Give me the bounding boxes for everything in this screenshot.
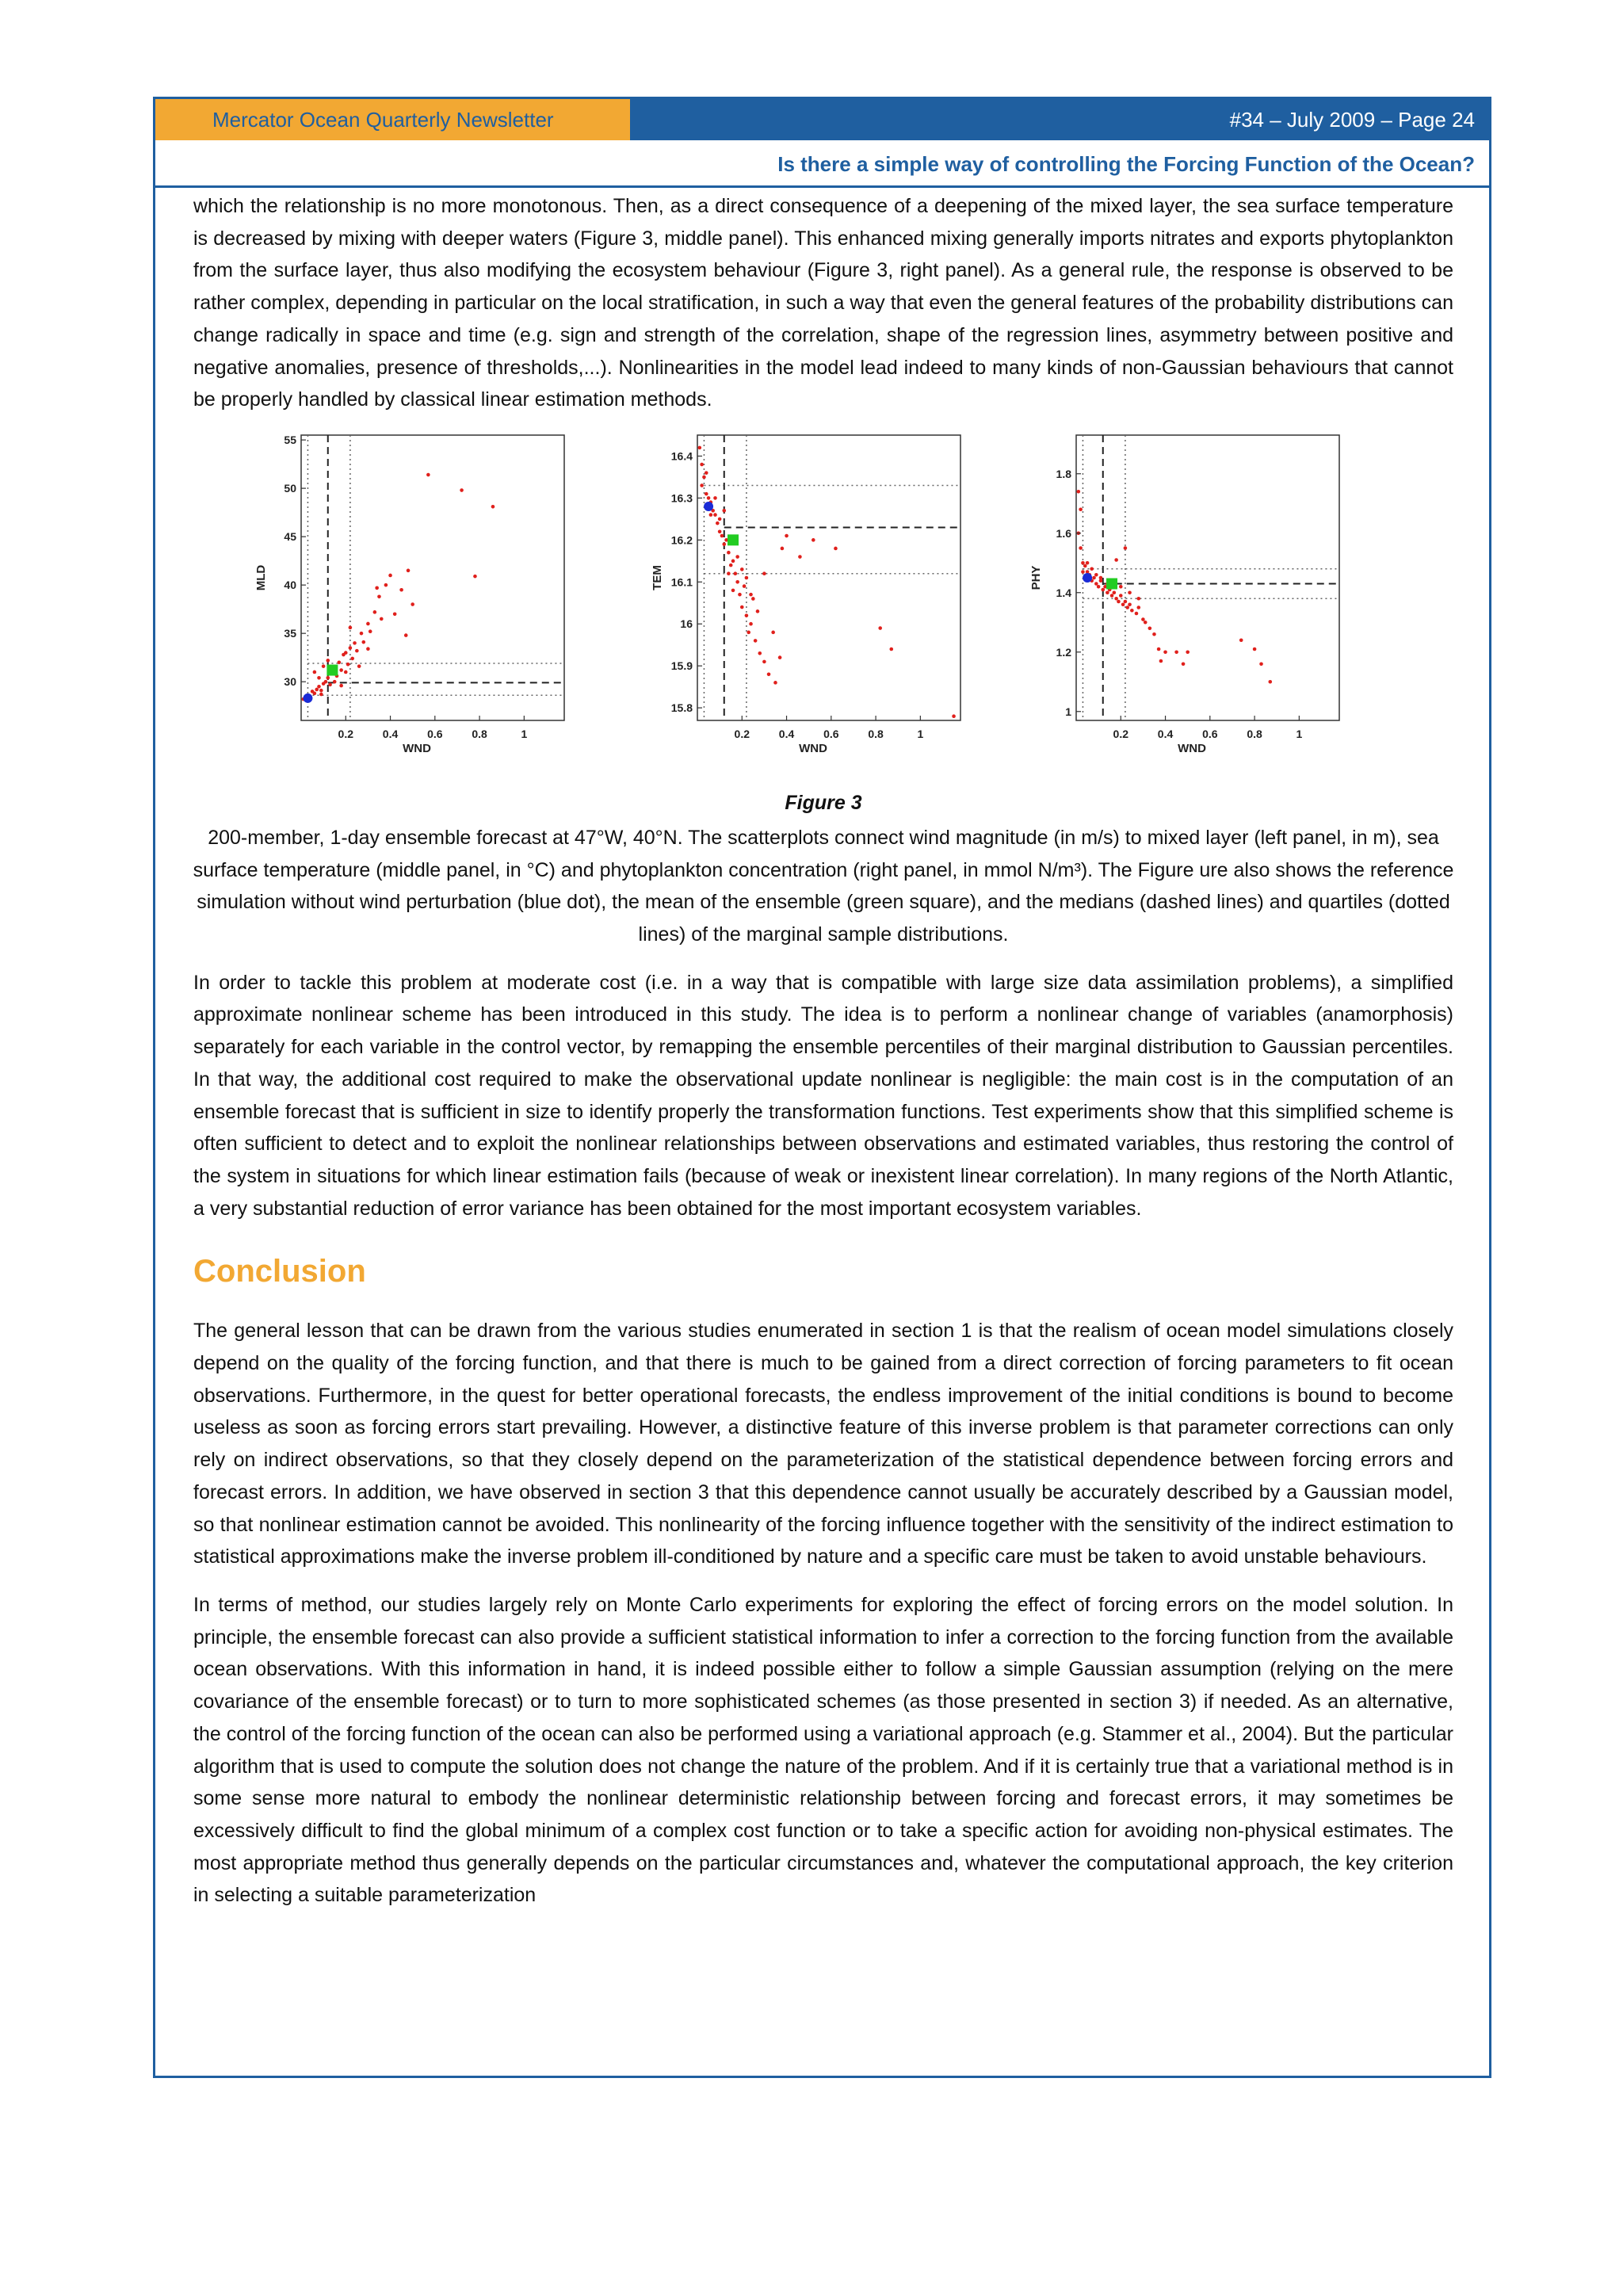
data-point-28 <box>1144 621 1148 625</box>
paragraph-3: The general lesson that can be drawn from the various studies enumerated in section 1 is that the realism of ocean model simulations closely depend on the quality of the forcing function, and that there is much to be gained from a direct correction of forcing parameters to fit ocean observations. Furthermore, in the quest for better operational forecasts, the endless improvement of the initial conditions is bound to become useless as soon as forcing errors start prevailing. However, a distinctive feature of this inverse problem is that parameter corrections can only rely on indirect observations, so that they closely depend on the parameterization of the statistical dependence between forcing errors and forecast errors. In addition, we have observed in section 3 that this dependence cannot usually be accurately described by a Gaussian model, so that nonlinear estimation cannot be avoided. This nonlinearity of the forcing influence together with the sensitivity of the indirect estimation to statistical approximations make the inverse problem ill-conditioned by nature and a specific care must be taken to avoid unstable behaviours. <box>193 1320 1453 1568</box>
data-point-36 <box>1186 650 1190 654</box>
x-tick-label-0: 0.2 <box>734 727 750 740</box>
data-point-39 <box>952 714 956 718</box>
data-point-40 <box>460 488 464 492</box>
data-point-42 <box>1079 507 1083 511</box>
data-point-29 <box>1148 626 1152 630</box>
newsletter-name: Mercator Ocean Quarterly Newsletter <box>155 99 630 140</box>
data-point-3 <box>1083 564 1087 568</box>
data-point-35 <box>399 588 403 592</box>
data-point-46 <box>727 571 731 575</box>
data-point-47 <box>1099 576 1103 580</box>
y-tick-label-0: 30 <box>284 675 296 689</box>
data-point-44 <box>718 529 722 533</box>
y-axis-label: MLD <box>254 564 268 591</box>
mean-square <box>1106 578 1117 589</box>
data-point-34 <box>798 555 802 559</box>
data-point-53 <box>349 625 353 629</box>
data-point-34 <box>393 612 397 616</box>
y-tick-label-5: 55 <box>284 434 296 447</box>
x-tick-label-1: 0.4 <box>778 727 795 740</box>
x-tick-label-2: 0.6 <box>1202 727 1218 740</box>
data-point-1 <box>1079 546 1083 550</box>
data-point-13 <box>1106 590 1109 594</box>
reference-dot <box>303 693 312 703</box>
data-point-41 <box>1077 490 1081 494</box>
data-point-32 <box>384 583 388 587</box>
x-tick-label-0: 0.2 <box>1113 727 1129 740</box>
data-point-10 <box>324 680 328 684</box>
data-point-51 <box>749 593 753 597</box>
data-point-31 <box>380 617 384 621</box>
data-point-9 <box>718 518 722 521</box>
data-point-50 <box>745 576 749 580</box>
data-point-36 <box>834 547 838 551</box>
data-point-33 <box>1163 650 1167 654</box>
data-point-43 <box>713 496 717 500</box>
data-point-45 <box>322 664 326 668</box>
data-point-53 <box>1114 558 1118 562</box>
data-point-7 <box>1092 576 1096 580</box>
data-point-51 <box>357 664 361 668</box>
data-point-50 <box>1128 590 1132 594</box>
paragraph-2: In order to tackle this problem at moderate cost (i.e. in a way that is compatible with large size data assimilation problems), a simplified approximate nonlinear scheme has been introduced in this study. The idea is to perform a nonlinear change of variables (anamorphosis) separately for each variable in the control vector, by remapping the ensemble percentiles of their marginal distribution to Gaussian percentiles. In that way, the additional cost required to make the observational update nonlinear is negligible: the main cost is in the computation of an ensemble forecast that is sufficient in size to identify properly the transformation functions. Test experiments show that this simplified scheme is often sufficient to detect and to exploit the nonlinear relationships between observations and estimated variables, thus restoring the control of the system in situations for which linear estimation fails (because of weak or inexistent linear correlation). In many regions of the North Atlantic, a very substantial reduction of error variance has been obtained for the most important ecosystem variables. <box>193 971 1453 1220</box>
data-point-24 <box>1130 609 1134 613</box>
data-point-44 <box>317 676 321 680</box>
x-axis-label: WND <box>403 741 431 755</box>
data-point-16 <box>734 571 738 575</box>
plot-area <box>697 435 960 720</box>
data-point-38 <box>411 602 414 606</box>
data-point-18 <box>738 593 742 597</box>
data-point-4 <box>707 496 711 500</box>
y-tick-label-0: 15.8 <box>670 701 693 715</box>
data-point-44 <box>1086 561 1090 565</box>
data-point-52 <box>756 609 760 613</box>
y-tick-label-3: 1.6 <box>1056 526 1071 540</box>
y-tick-label-2: 1.4 <box>1056 586 1071 599</box>
data-point-41 <box>705 492 708 496</box>
paragraph-4: In terms of method, our studies largely rely on Monte Carlo experiments for exploring the effect of forcing errors on the model solution. In principle, the ensemble forecast can also provide a sufficient statistical information to infer a correction to the forcing function from the available ocean observations. With this information in hand, it is indeed possible either to follow a simple Gaussian assumption (relying on the mere covariance of the ensemble forecast) or to turn to more sophisticated schemes (as those presented in section 3) if needed. As an alternative, the control of the forcing function of the ocean can also be performed using a variational approach (e.g. Stammer et al., 2004). But the particular algorithm that is used to compute the solution does not change the nature of the problem. And if it is certainly true that a variational method is in some sense more natural to embody the nonlinear deterministic relationship between forcing and forecast errors, it may sometimes be excessively difficult to find the global minimum of a complex cost function or to take a specific action for avoiding non-physical estimates. The most appropriate method thus generally depends on the particular circumstances and, whatever the computational approach, the key criterion in selecting a suitable parameterization <box>193 1593 1453 1907</box>
x-tick-label-3: 0.8 <box>868 727 884 740</box>
data-point-52 <box>366 647 370 651</box>
data-point-49 <box>339 684 343 688</box>
data-point-33 <box>388 574 392 578</box>
plot-area <box>1076 435 1339 720</box>
data-point-37 <box>878 626 882 630</box>
x-tick-label-4: 1 <box>1296 727 1303 740</box>
data-point-41 <box>473 575 477 579</box>
data-point-12 <box>328 682 332 686</box>
data-point-40 <box>700 483 704 487</box>
y-tick-label-0: 1 <box>1065 705 1071 718</box>
data-point-31 <box>1157 648 1161 651</box>
y-tick-label-5: 16.3 <box>670 491 693 505</box>
data-point-26 <box>361 640 365 644</box>
x-tick-label-3: 0.8 <box>472 727 487 740</box>
data-point-1 <box>700 463 704 467</box>
data-point-28 <box>767 672 771 676</box>
data-point-38 <box>889 648 893 651</box>
x-tick-label-2: 0.6 <box>823 727 839 740</box>
mean-square <box>327 664 338 675</box>
x-tick-label-2: 0.6 <box>427 727 443 740</box>
data-point-47 <box>731 589 735 593</box>
mean-square <box>727 534 739 545</box>
y-tick-label-2: 16 <box>680 617 693 631</box>
data-point-15 <box>1110 594 1114 598</box>
y-tick-label-1: 35 <box>284 627 296 640</box>
data-point-28 <box>369 629 372 633</box>
data-point-2 <box>1081 561 1085 565</box>
paragraph-1: which the relationship is no more monotonous. Then, as a direct consequence of a deepening of the mixed layer, the sea surface temperature is decreased by mixing with deeper waters (Figure 3, middle panel). This enhanced mixing generally imports nitrates and exports phytoplankton from the surface layer, thus also modifying the ecosystem behaviour (Figure 3, right panel). As a general rule, the response is observed to be rather complex, depending in particular on the local stratification, in such a way that even the general features of the probability distributions can change radically in space and time (e.g. sign and strength of the correlation, shape of the regression lines, asymmetry between positive and negative anomalies, presence of thresholds,...). Nonlinearities in the model lead indeed to many kinds of non-Gaussian behaviours that cannot be properly handled by classical linear estimation methods. <box>193 195 1453 411</box>
data-point-23 <box>749 622 753 626</box>
x-axis-label: WND <box>799 741 827 755</box>
x-tick-label-4: 1 <box>917 727 924 740</box>
data-point-26 <box>1136 606 1140 609</box>
data-point-30 <box>773 681 777 685</box>
data-point-18 <box>1117 600 1121 604</box>
y-tick-label-4: 50 <box>284 482 296 495</box>
y-tick-label-1: 15.9 <box>670 659 693 673</box>
data-point-43 <box>313 670 317 674</box>
data-point-50 <box>344 670 348 674</box>
data-point-8 <box>716 521 720 525</box>
figure-title: Figure 3 <box>785 791 862 814</box>
data-point-3 <box>705 471 708 475</box>
data-point-6 <box>315 688 319 692</box>
data-point-30 <box>1152 632 1156 636</box>
plot-area <box>301 435 564 720</box>
data-point-7 <box>317 685 321 689</box>
data-point-10 <box>720 534 724 538</box>
data-point-46 <box>326 659 330 663</box>
data-point-22 <box>747 630 750 634</box>
y-tick-label-3: 16.1 <box>670 575 693 589</box>
data-point-19 <box>1119 594 1123 598</box>
data-point-7 <box>713 513 717 517</box>
data-point-22 <box>1125 606 1129 609</box>
data-point-8 <box>1094 582 1098 586</box>
data-point-38 <box>1253 648 1257 651</box>
data-point-35 <box>1182 662 1186 666</box>
y-tick-label-1: 1.2 <box>1056 645 1071 659</box>
data-point-14 <box>729 563 733 567</box>
issue-page-label: #34 – July 2009 – Page 24 <box>630 99 1489 140</box>
figure-caption: 200-member, 1-day ensemble forecast at 47°W, 40°N. The scatterplots connect wind magnitude (in m/s) to mixed layer (left panel, in m), sea surface temperature (middle panel, in °C) and phytoplankton concentration (right panel, in mmol N/m³). The Figure ure also shows the reference simulation without wind perturbation (blue dot), the mean of the ensemble (green square), and the medians (dashed lines) and quartiles (dotted lines) of the marginal sample distributions. <box>193 826 1454 946</box>
data-point-15 <box>731 559 735 563</box>
data-point-0 <box>698 446 702 450</box>
data-point-37 <box>1239 638 1243 642</box>
data-point-48 <box>333 680 337 684</box>
reference-dot <box>1083 573 1092 583</box>
data-point-2 <box>702 476 706 479</box>
data-point-26 <box>758 651 762 655</box>
data-point-25 <box>754 639 758 643</box>
data-point-49 <box>740 567 744 571</box>
data-point-48 <box>735 555 739 559</box>
data-point-17 <box>339 668 343 672</box>
data-point-13 <box>727 551 731 555</box>
data-point-23 <box>1128 602 1132 606</box>
data-point-33 <box>785 534 789 538</box>
data-point-19 <box>344 651 348 655</box>
x-tick-label-3: 0.8 <box>1247 727 1262 740</box>
page-frame <box>153 97 1491 2078</box>
y-tick-label-2: 40 <box>284 579 296 592</box>
reference-dot <box>704 502 713 511</box>
data-point-52 <box>1124 546 1128 550</box>
data-point-30 <box>377 594 381 598</box>
data-point-47 <box>319 693 323 697</box>
data-point-27 <box>366 622 370 626</box>
data-point-34 <box>1174 650 1178 654</box>
y-axis-label: TEM <box>651 565 664 590</box>
article-title: Is there a simple way of controlling the Forcing Function of the Ocean? <box>155 140 1489 188</box>
data-point-22 <box>350 657 354 661</box>
data-point-32 <box>781 547 785 551</box>
data-point-36 <box>404 633 408 637</box>
data-point-9 <box>1097 585 1101 589</box>
data-point-25 <box>1135 612 1139 616</box>
section-heading-conclusion: Conclusion <box>193 1254 366 1289</box>
data-point-8 <box>319 689 323 693</box>
data-point-45 <box>722 509 726 513</box>
data-point-21 <box>745 613 749 617</box>
data-point-16 <box>338 660 342 664</box>
data-point-51 <box>1136 597 1140 601</box>
data-point-40 <box>1268 680 1272 684</box>
data-point-31 <box>778 655 782 659</box>
data-point-45 <box>1090 567 1094 571</box>
data-point-11 <box>326 676 330 680</box>
data-point-39 <box>1259 662 1263 666</box>
data-point-16 <box>1113 590 1117 594</box>
data-point-17 <box>1114 597 1118 601</box>
data-point-20 <box>743 584 747 588</box>
data-point-20 <box>346 663 350 667</box>
x-tick-label-0: 0.2 <box>338 727 354 740</box>
y-tick-label-4: 16.2 <box>670 533 693 547</box>
x-tick-label-4: 1 <box>521 727 528 740</box>
scatter-tem-panel <box>650 427 983 768</box>
scatter-mld-panel <box>254 427 586 768</box>
data-point-21 <box>1124 600 1128 604</box>
data-point-11 <box>722 542 726 546</box>
data-point-19 <box>740 606 744 609</box>
figure-3 <box>193 427 1453 776</box>
data-point-11 <box>1101 588 1105 592</box>
data-point-35 <box>812 538 815 542</box>
data-point-27 <box>762 660 766 664</box>
y-axis-label: PHY <box>1029 565 1043 590</box>
y-tick-label-6: 16.4 <box>670 449 693 463</box>
data-point-46 <box>1094 573 1098 577</box>
data-point-20 <box>1121 602 1125 606</box>
data-point-5 <box>313 691 317 695</box>
data-point-17 <box>735 580 739 584</box>
data-point-32 <box>1159 659 1163 663</box>
page-header <box>155 99 1489 140</box>
x-tick-label-1: 0.4 <box>382 727 399 740</box>
x-axis-label: WND <box>1178 741 1206 755</box>
data-point-24 <box>355 649 359 653</box>
x-tick-label-1: 0.4 <box>1157 727 1174 740</box>
y-tick-label-4: 1.8 <box>1056 467 1071 480</box>
article-body <box>193 190 1453 1912</box>
data-point-37 <box>407 568 411 572</box>
data-point-53 <box>762 571 766 575</box>
data-point-29 <box>373 610 377 614</box>
data-point-49 <box>1119 585 1123 589</box>
data-point-42 <box>709 513 713 517</box>
data-point-54 <box>375 586 379 590</box>
data-point-27 <box>1141 617 1145 621</box>
data-point-23 <box>353 641 357 645</box>
data-point-42 <box>491 505 495 509</box>
y-tick-label-3: 45 <box>284 530 296 544</box>
data-point-25 <box>360 632 364 636</box>
data-point-21 <box>349 646 353 650</box>
data-point-29 <box>771 630 775 634</box>
data-point-24 <box>751 597 755 601</box>
data-point-39 <box>426 473 430 477</box>
data-point-43 <box>1081 570 1085 574</box>
scatter-phy-panel <box>1029 427 1361 768</box>
